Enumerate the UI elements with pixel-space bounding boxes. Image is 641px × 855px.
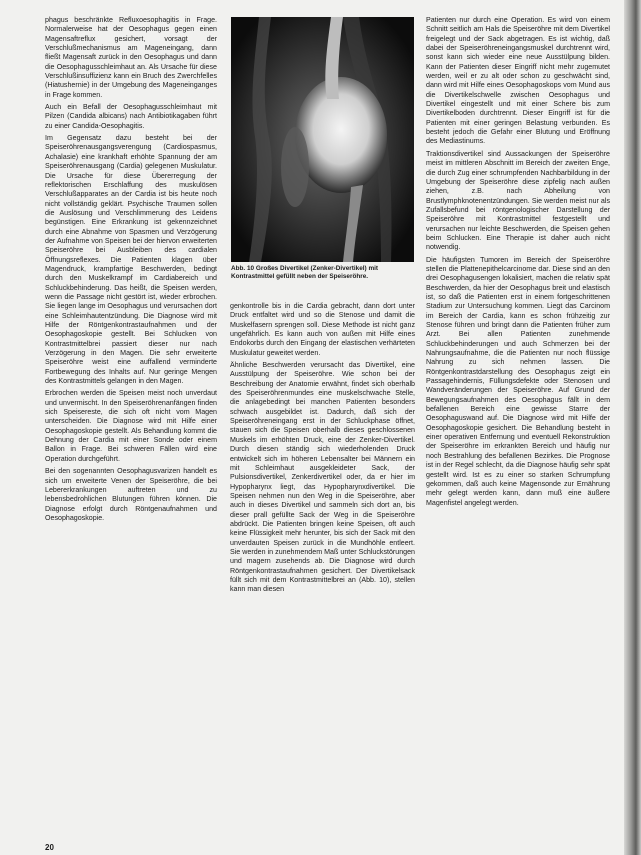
paragraph: Ähnliche Beschwerden verursacht das Divertikel, eine Ausstülpung der Speiseröhre. Wie schon bei der Beschreibung der Anatomie erwähnt, findet sich oberhalb des Speiseröhrenmundes eine muskelschwache Stelle, die anlagebedingt bei manchen Patienten besonders schwach ausgebildet ist. Dadurch, daß sich der Speiseröhreneingang erst in der Schluckphase öffnet, stauen sich die Speisen oberhalb dieses geschlossenen Muskels im erhöhten Druck, eine der Zenker-Divertikel. Durch diesen ständig sich wiederholenden Druck entwickelt sich im höheren Lebensalter bei Männern ein mit Schleimhaut ausgekleideter Sack, der Pulsionsdivertikel, Zenkerdivertikel oder, da er hier im Hypopharynx liegt, das Hypopharynxdivertikel. Die Speisen nehmen nun den Weg in die Speiseröhre, aber auch in dieses Divertikel und sammeln sich dort an, bis dieser prall gefüllte Sack der Weg in die Speiseröhre abdrückt. Die Patienten bringen keine Speisen, oft auch keine Flüssigkeit mehr herunter, bis sich der Sack mit den unverdauten Speisen zurück in die Mundhöhle entleert. Sie werden in zunehmendem Maß unter Schluckstörungen und magern zusehends ab. Die Diagnose wird durch Röntgenkontrastaufnahmen gesichert. Der Divertikelsack füllt sich mit dem Kontrastmittelbrei an (Abb. 10), stellen kann man diesen [230,361,415,594]
paragraph: genkontrolle bis in die Cardia gebracht, dann dort unter Druck entfaltet wird und so die Stenose und damit die Muskelfasern sprengen soll. Diese Methode ist nicht ganz ungefährlich. Es kann auch von außen mit Hilfe eines Endokorbs durch den Eingang der elastischen verhärteten Muskulatur geweitet werden. [230,302,415,357]
xray-graphic [231,17,414,262]
xray-image [231,17,414,262]
text-column-middle [230,302,415,842]
paragraph: Erbrochen werden die Speisen meist noch unverdaut und unvermischt. In den Speiseröhrenanfängen finden sich Speisereste, die sich oft nicht vom Magen unterscheiden. Die Diagnose wird mit Hilfe einer Oesophagoskopie gestellt. Als Behandlung kommt die Dehnung der Cardia mit einer Sonde oder einem Ballon in Frage. Bei schweren Fällen wird eine Operation durchgeführt. [45,389,217,463]
text-column-right [426,16,610,846]
figure-caption: Abb. 10 Großes Divertikel (Zenker-Divertikel) mit Kontrastmittel gefüllt neben der Speiseröhre. [231,265,379,280]
paragraph: Die häufigsten Tumoren im Bereich der Speiseröhre stellen die Plattenepithelcarcinome dar. Diese sind an den drei Oesophagusengen lokalisiert, machen die relativ spät Beschwerden, da hier der Oesophagus breit und elastisch ist, so daß die Patienten erst in einem fortgeschrittenen Stadium zur Untersuchung kommen. Liegt das Carcinom im Bereich der Cardia, kann es schon frühzeitig zur Stenose führen und bringt dann die Patienten früher zum Arzt. Bei allen Patienten zunehmende Schluckbehinderungen und auch Schmerzen bei der Nahrungsaufnahme, die die Patienten nur noch flüssige Nahrung zu sich nehmen lassen. Die Röntgenkontrastdarstellung des Oesophagus zeigt ein Passagehindernis, Füllungsdefekte oder Stenosen und Wandveränderungen der Speiseröhre. Auf Grund der Bewegungsaufnahmen des Oesophagus fällt in dem befallenen Bereich eine gewisse Starre der Oesophaguswand auf. Die Diagnose wird mit Hilfe der Oesophagoskopie gesichert. Die Behandlung besteht in einer operativen Entfernung und eventuell Rekonstruktion der Speiseröhre im erkrankten Bereich und häufig nur noch Bestrahlung des befallenen Bezirkes. Die Prognose ist in der Regel schlecht, da die Diagnose häufig sehr spät gestellt wird. Ist es zu einer so starken Schrumpfung gekommen, daß auch keine Magensonde zur Ernährung mehr gelegt werden kann, dann muß eine äußere Magenfistel angelegt werden. [426,255,610,507]
paragraph: Traktionsdivertikel sind Aussackungen der Speiseröhre meist im mittleren Abschnitt im Bereich der zweiten Enge, die durch Zug einer schrumpfenden Nachbarbildung in der Umgebung der Speiseröhre diese zipfelig nach außen ziehen, z.B. nach Abheilung von Brustlymphknotenentzündungen. Sie werden meist nur als Zufallsbefund bei röntgenologischer Darstellung der Speiseröhre mit Kontrastmittel festgestellt und verursachen nur leichte Beschwerden, die Speisen gehen beim Schlucken. Eine Therapie ist daher auch nicht notwendig. [426,149,610,252]
paragraph: Im Gegensatz dazu besteht bei der Speiseröhrenausgangsverengung (Cardiospasmus, Achalasie) eine krankhaft erhöhte Spannung der am Speiseröhrenausgang (Cardia) gelegenen Muskulatur. Die Ursache für diese Übererregung der reflektorischen Erschlaffung des muskulösen Verschlußapparates an der Cardia ist bis heute noch nicht vollständig geklärt. Psychische Traumen sollen die Auslösung und Verschlimmerung des Leidens begünstigen. Eine Erkrankung ist gekennzeichnet durch eine Abnahme von Spasmen und Verzögerung der Aufnahme von Speisen bei der hiervon erweiterten Speiseröhre bei Ausbleiben des cardialen Öffnungsreflexes. Die Patienten klagen über Magendruck, krampfartige Beschwerden, bedingt durch den Muskelkrampf im Cardiabereich und Schluckbehinderung. Das heißt, die Speisen werden, wenn die Passage nicht gestört ist, wieder erbrochen. Sie liegen lange im Oesophagus und verursachen dort eine Schleimhautentzündung. Die Diagnose wird mit Hilfe der Röntgenkontrastaufnahmen und der Oesophagoskopie gestellt. Bei Schlucken von Kontrastmittelbrei passiert dieser nur nach Verzögerung in den Magen. Die sehr erweiterte Speiseröhre weist eine auffallend verminderte Fortbewegung des Inhalts auf. Nur geringe Mengen des Kontrastmittels gelangen in den Magen. [45,134,217,386]
paragraph: phagus beschränkte Refluxoesophagitis in Frage. Normalerweise hat der Oesophagus gegen einen Magensaftreflux gesichert, vorsagt der Verschlußmechanismus am Mageneingang, dann fließt Magensaft zurück in den Oesophagus und dann die Oesophagusschleimhaut an. Als Ursache für diese Verschlußinsuffizienz kann ein Bruch des Zwerchfelles (Hiatushernie) in der Umgebung des Mageneinganges in Frage kommen. [45,16,217,99]
paragraph: Bei den sogenannten Oesophagusvarizen handelt es sich um erweiterte Venen der Speiseröhre, die bei Lebererkrankungen auftreten und zu lebensbedrohlichen Blutungen führen können. Die Diagnose erfolgt durch Röntgenaufnahmen und Oesophagoskopie. [45,467,217,522]
paragraph: Patienten nur durch eine Operation. Es wird von einem Schnitt seitlich am Hals die Speiseröhre mit dem Divertikel freigelegt und der Sack abgetragen. Es ist wichtig, daß dabei der Speiseröhreneingangsmuskel durchtrennt wird, sonst kann sich wieder eine neue Ausstülpung bilden. Kann der Patienten dieser Eingriff nicht mehr zugemutet werden, weil er zu alt oder schon zu geschwächt sind, dann wird mit Hilfe eines Oesophagoskops vom Mund aus die Divertikelschwelle zwischen Oesophagus und Divertikel eingestellt und mit einer Schere bis zum Divertikelboden durchtrennt. Dieser Eingriff ist für die Patienten mit einer geringen Belastung verbunden. Es besteht jedoch die Gefahr einer Blutung und Eröffnung des Mediastinums. [426,16,610,146]
paragraph: Auch ein Befall der Oesophagusschleimhaut mit Pilzen (Candida albicans) nach Antibiotikagaben führt zu einer Candida-Oesophagitis. [45,103,217,130]
text-column-left [45,16,217,840]
book-binding-edge [624,0,641,855]
page-number: 20 [45,843,54,852]
